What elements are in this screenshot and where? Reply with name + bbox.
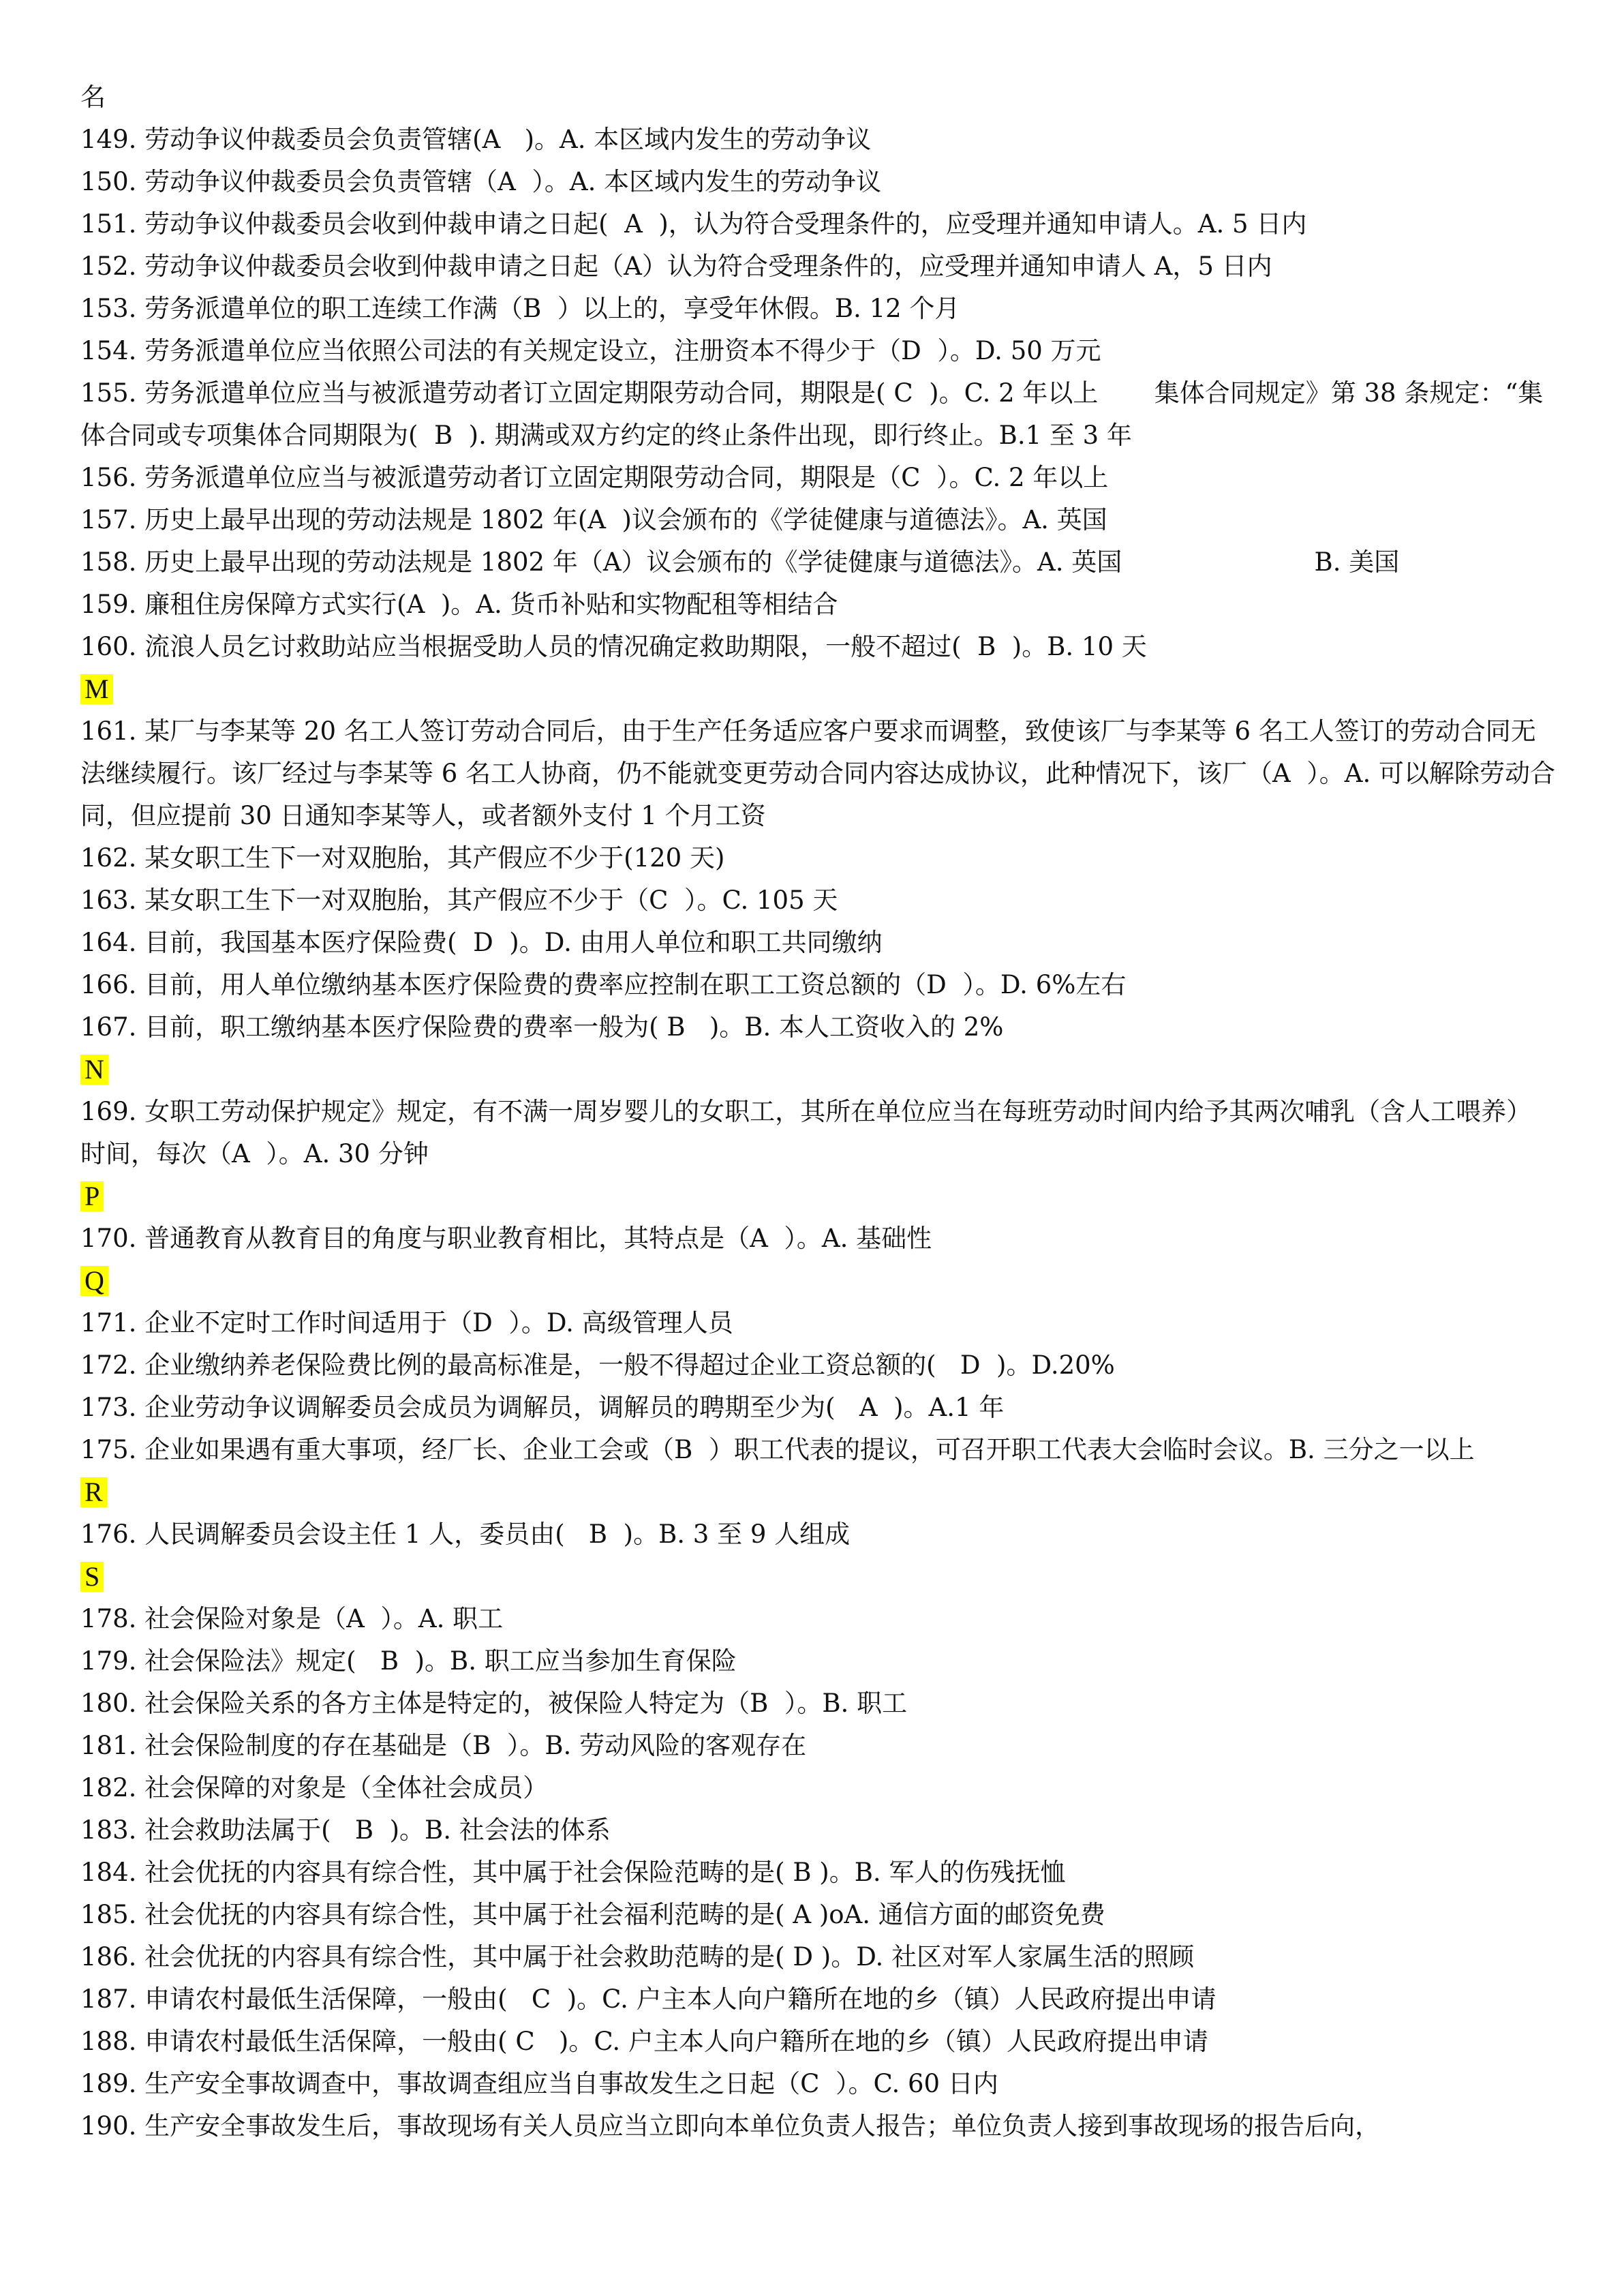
- section-letter-heading: [80, 668, 1557, 710]
- question-line: 179. 社会保险法》规定( B )。B. 职工应当参加生育保险: [80, 1646, 737, 1676]
- question-line: 183. 社会救助法属于( B )。B. 社会法的体系: [80, 1815, 611, 1845]
- question-line: 171. 企业不定时工作时间适用于（D ）。D. 高级管理人员: [80, 1308, 733, 1338]
- section-letter-heading: [80, 1175, 1557, 1218]
- question-line: 188. 申请农村最低生活保障，一般由( C )。C. 户主本人向户籍所在地的乡（镇）人民政府提出申请: [80, 2027, 1208, 2056]
- section-letter: R: [80, 1477, 107, 1507]
- question-line: 172. 企业缴纳养老保险费比例的最高标准是，一般不得超过企业工资总额的( D )。D.20%: [80, 1350, 1115, 1380]
- question-line: 167. 目前，职工缴纳基本医疗保险费的费率一般为( B )。B. 本人工资收入的 2%: [80, 1012, 1004, 1042]
- question-line: 170. 普通教育从教育目的角度与职业教育相比，其特点是（A ）。A. 基础性: [80, 1224, 932, 1253]
- section-letter-heading: [80, 1471, 1557, 1513]
- question-line: 154. 劳务派遣单位应当依照公司法的有关规定设立，注册资本不得少于（D ）。D. 50 万元: [80, 336, 1101, 365]
- question-line: 157. 历史上最早出现的劳动法规是 1802 年(A )议会颁布的《学徒健康与道德法》。A. 英国: [80, 505, 1107, 534]
- question-line: 176. 人民调解委员会设主任 1 人，委员由( B )。B. 3 至 9 人组成: [80, 1520, 851, 1549]
- question-line: 185. 社会优抚的内容具有综合性，其中属于社会福利范畴的是( A )oA. 通信方面的邮资免费: [80, 1900, 1105, 1929]
- section-letter-heading: [80, 1048, 1557, 1091]
- section-letter: S: [80, 1562, 104, 1592]
- question-line: 162. 某女职工生下一对双胞胎，其产假应不少于(120 天): [80, 843, 725, 873]
- question-paragraph: 175. 企业如果遇有重大事项，经厂长、企业工会或（B ）职工代表的提议，可召开职工代表大会临时会议。B. 三分之一以上: [80, 1435, 1475, 1464]
- section-letter: M: [80, 674, 113, 704]
- question-paragraph: 161. 某厂与李某等 20 名工人签订劳动合同后，由于生产任务适应客户要求而调整，致使该厂与李某等 6 名工人签订的劳动合同无法继续履行。该厂经过与李某等 6 名工人协商，仍不能就变更劳动合同内容达成协议，此种情况下，该厂（A ）。A. 可以解除劳动合同，但应提前 30 日通知李某等人，或者额外支付 1 个月工资: [80, 716, 1556, 830]
- question-paragraph: 155. 劳务派遣单位应当与被派遣劳动者订立固定期限劳动合同，期限是( C )。C. 2 年以上 集体合同规定》第 38 条规定：“集体合同或专项集体合同期限为( B ). 期满或双方约定的终止条件出现，即行终止。B.1 至 3 年: [80, 378, 1544, 450]
- section-letter: Q: [80, 1266, 108, 1296]
- question-line: 182. 社会保障的对象是（全体社会成员）: [80, 1773, 549, 1802]
- question-line: 189. 生产安全事故调查中，事故调查组应当自事故发生之日起（C ）。C. 60 日内: [80, 2069, 998, 2098]
- question-line: 156. 劳务派遣单位应当与被派遣劳动者订立固定期限劳动合同，期限是（C ）。C. 2 年以上: [80, 463, 1109, 492]
- question-line: 160. 流浪人员乞讨救助站应当根据受助人员的情况确定救助期限，一般不超过( B )。B. 10 天: [80, 632, 1147, 661]
- question-line: 178. 社会保险对象是（A ）。A. 职工: [80, 1604, 504, 1633]
- question-line: 184. 社会优抚的内容具有综合性，其中属于社会保险范畴的是( B )。B. 军人的伤残抚恤: [80, 1858, 1066, 1887]
- question-line: 158. 历史上最早出现的劳动法规是 1802 年（A）议会颁布的《学徒健康与道德法》。A. 英国 B. 美国: [80, 547, 1400, 577]
- question-line: 190. 生产安全事故发生后，事故现场有关人员应当立即向本单位负责人报告；单位负责人接到事故现场的报告后向，: [80, 2111, 1381, 2141]
- question-line: 180. 社会保险关系的各方主体是特定的，被保险人特定为（B ）。B. 职工: [80, 1689, 908, 1718]
- question-line: 164. 目前，我国基本医疗保险费( D )。D. 由用人单位和职工共同缴纳: [80, 928, 883, 957]
- question-line: 151. 劳动争议仲裁委员会收到仲裁申请之日起( A )，认为符合受理条件的，应受理并通知申请人。A. 5 日内: [80, 209, 1307, 239]
- section-letter: N: [80, 1055, 108, 1085]
- question-line: 163. 某女职工生下一对双胞胎，其产假应不少于（C ）。C. 105 天: [80, 886, 838, 915]
- question-line: 187. 申请农村最低生活保障，一般由( C )。C. 户主本人向户籍所在地的乡（镇）人民政府提出申请: [80, 1984, 1216, 2014]
- question-line: 181. 社会保险制度的存在基础是（B ）。B. 劳动风险的客观存在: [80, 1731, 807, 1760]
- question-line: 150. 劳动争议仲裁委员会负责管辖（A ）。A. 本区域内发生的劳动争议: [80, 167, 882, 196]
- question-line: 186. 社会优抚的内容具有综合性，其中属于社会救助范畴的是( D )。D. 社区对军人家属生活的照顾: [80, 1942, 1195, 1972]
- question-paragraph: 169. 女职工劳动保护规定》规定，有不满一周岁婴儿的女职工，其所在单位应当在每班劳动时间内给予其两次哺乳（含人工喂养）时间，每次（A ）。A. 30 分钟: [80, 1097, 1532, 1168]
- section-letter: P: [80, 1181, 104, 1211]
- section-letter-heading: [80, 1260, 1557, 1302]
- question-line: 166. 目前，用人单位缴纳基本医疗保险费的费率应控制在职工工资总额的（D ）。D. 6%左右: [80, 970, 1127, 999]
- question-line: 149. 劳动争议仲裁委员会负责管辖(A )。A. 本区域内发生的劳动争议: [80, 125, 872, 154]
- question-line: 173. 企业劳动争议调解委员会成员为调解员，调解员的聘期至少为( A )。A.1 年: [80, 1393, 1005, 1422]
- question-line: 152. 劳动争议仲裁委员会收到仲裁申请之日起（A）认为符合受理条件的，应受理并通知申请人 A，5 日内: [80, 252, 1272, 281]
- question-line: 159. 廉租住房保障方式实行(A )。A. 货币补贴和实物配租等相结合: [80, 590, 838, 619]
- section-letter-heading: [80, 1556, 1557, 1598]
- question-line: 153. 劳务派遣单位的职工连续工作满（B ）以上的，享受年休假。B. 12 个月: [80, 294, 960, 323]
- question-line: 名: [80, 82, 106, 112]
